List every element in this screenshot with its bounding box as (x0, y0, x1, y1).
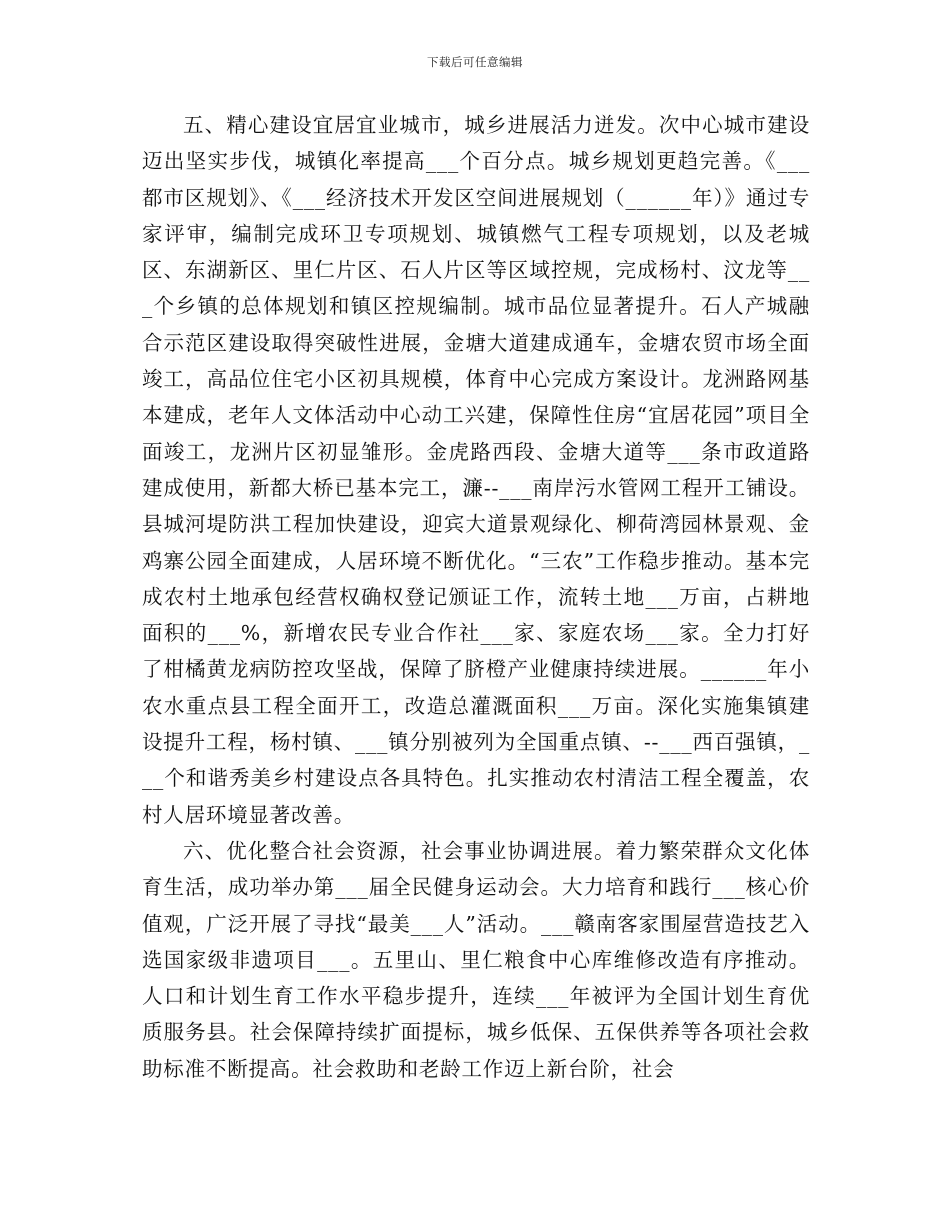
page-header: 下载后可任意编辑 (427, 55, 523, 69)
paragraph-6: 六、优化整合社会资源，社会事业协调进展。着力繁荣群众文化体育生活，成功举办第___届全民健身运动会。大力培育和践行___核心价值观，广泛开展了寻找“最美___人”活动。___赣南客家围屋营造技艺入选国家级非遗项目___。五里山、里仁粮食中心库维修改造有序推动。人口和计划生育工作水平稳步提升，连续___年被评为全国计划生育优质服务县。社会保障持续扩面提标，城乡低保、五保供养等各项社会救助标准不断提高。社会救助和老龄工作迈上新台阶，社会 (142, 838, 810, 1081)
paragraph-5: 五、精心建设宜居宜业城市，城乡进展活力迸发。次中心城市建设迈出坚实步伐，城镇化率提高___个百分点。城乡规划更趋完善。《___都市区规划》、《___经济技术开发区空间进展规划（______年）》通过专家评审，编制完成环卫专项规划、城镇燃气工程专项规划，以及老城区、东湖新区、里仁片区、石人片区等区域控规，完成杨村、汶龙等___个乡镇的总体规划和镇区控规编制。城市品位显著提升。石人产城融合示范区建设取得突破性进展，金塘大道建成通车，金塘农贸市场全面竣工，高品位住宅小区初具规模，体育中心完成方案设计。龙洲路网基本建成，老年人文体活动中心动工兴建，保障性住房“宜居花园”项目全面竣工，龙洲片区初显雏形。金虎路西段、金塘大道等___条市政道路建成使用，新都大桥已基本完工，濂--___南岸污水管网工程开工铺设。县城河堤防洪工程加快建设，迎宾大道景观绿化、柳荷湾园林景观、金鸡寨公园全面建成，人居环境不断优化。“三农”工作稳步推动。基本完成农村土地承包经营权确权登记颁证工作，流转土地___万亩，占耕地面积的___%，新增农民专业合作社___家、家庭农场___家。全力打好了柑橘黄龙病防控攻坚战，保障了脐橙产业健康持续进展。______年小农水重点县工程全面开工，改造总灌溉面积___万亩。深化实施集镇建设提升工程，杨村镇、___镇分别被列为全国重点镇、--___西百强镇，___个和谐秀美乡村建设点各具特色。扎实推动农村清洁工程全覆盖，农村人居环境显著改善。 (142, 113, 810, 827)
document-body (142, 107, 810, 1087)
